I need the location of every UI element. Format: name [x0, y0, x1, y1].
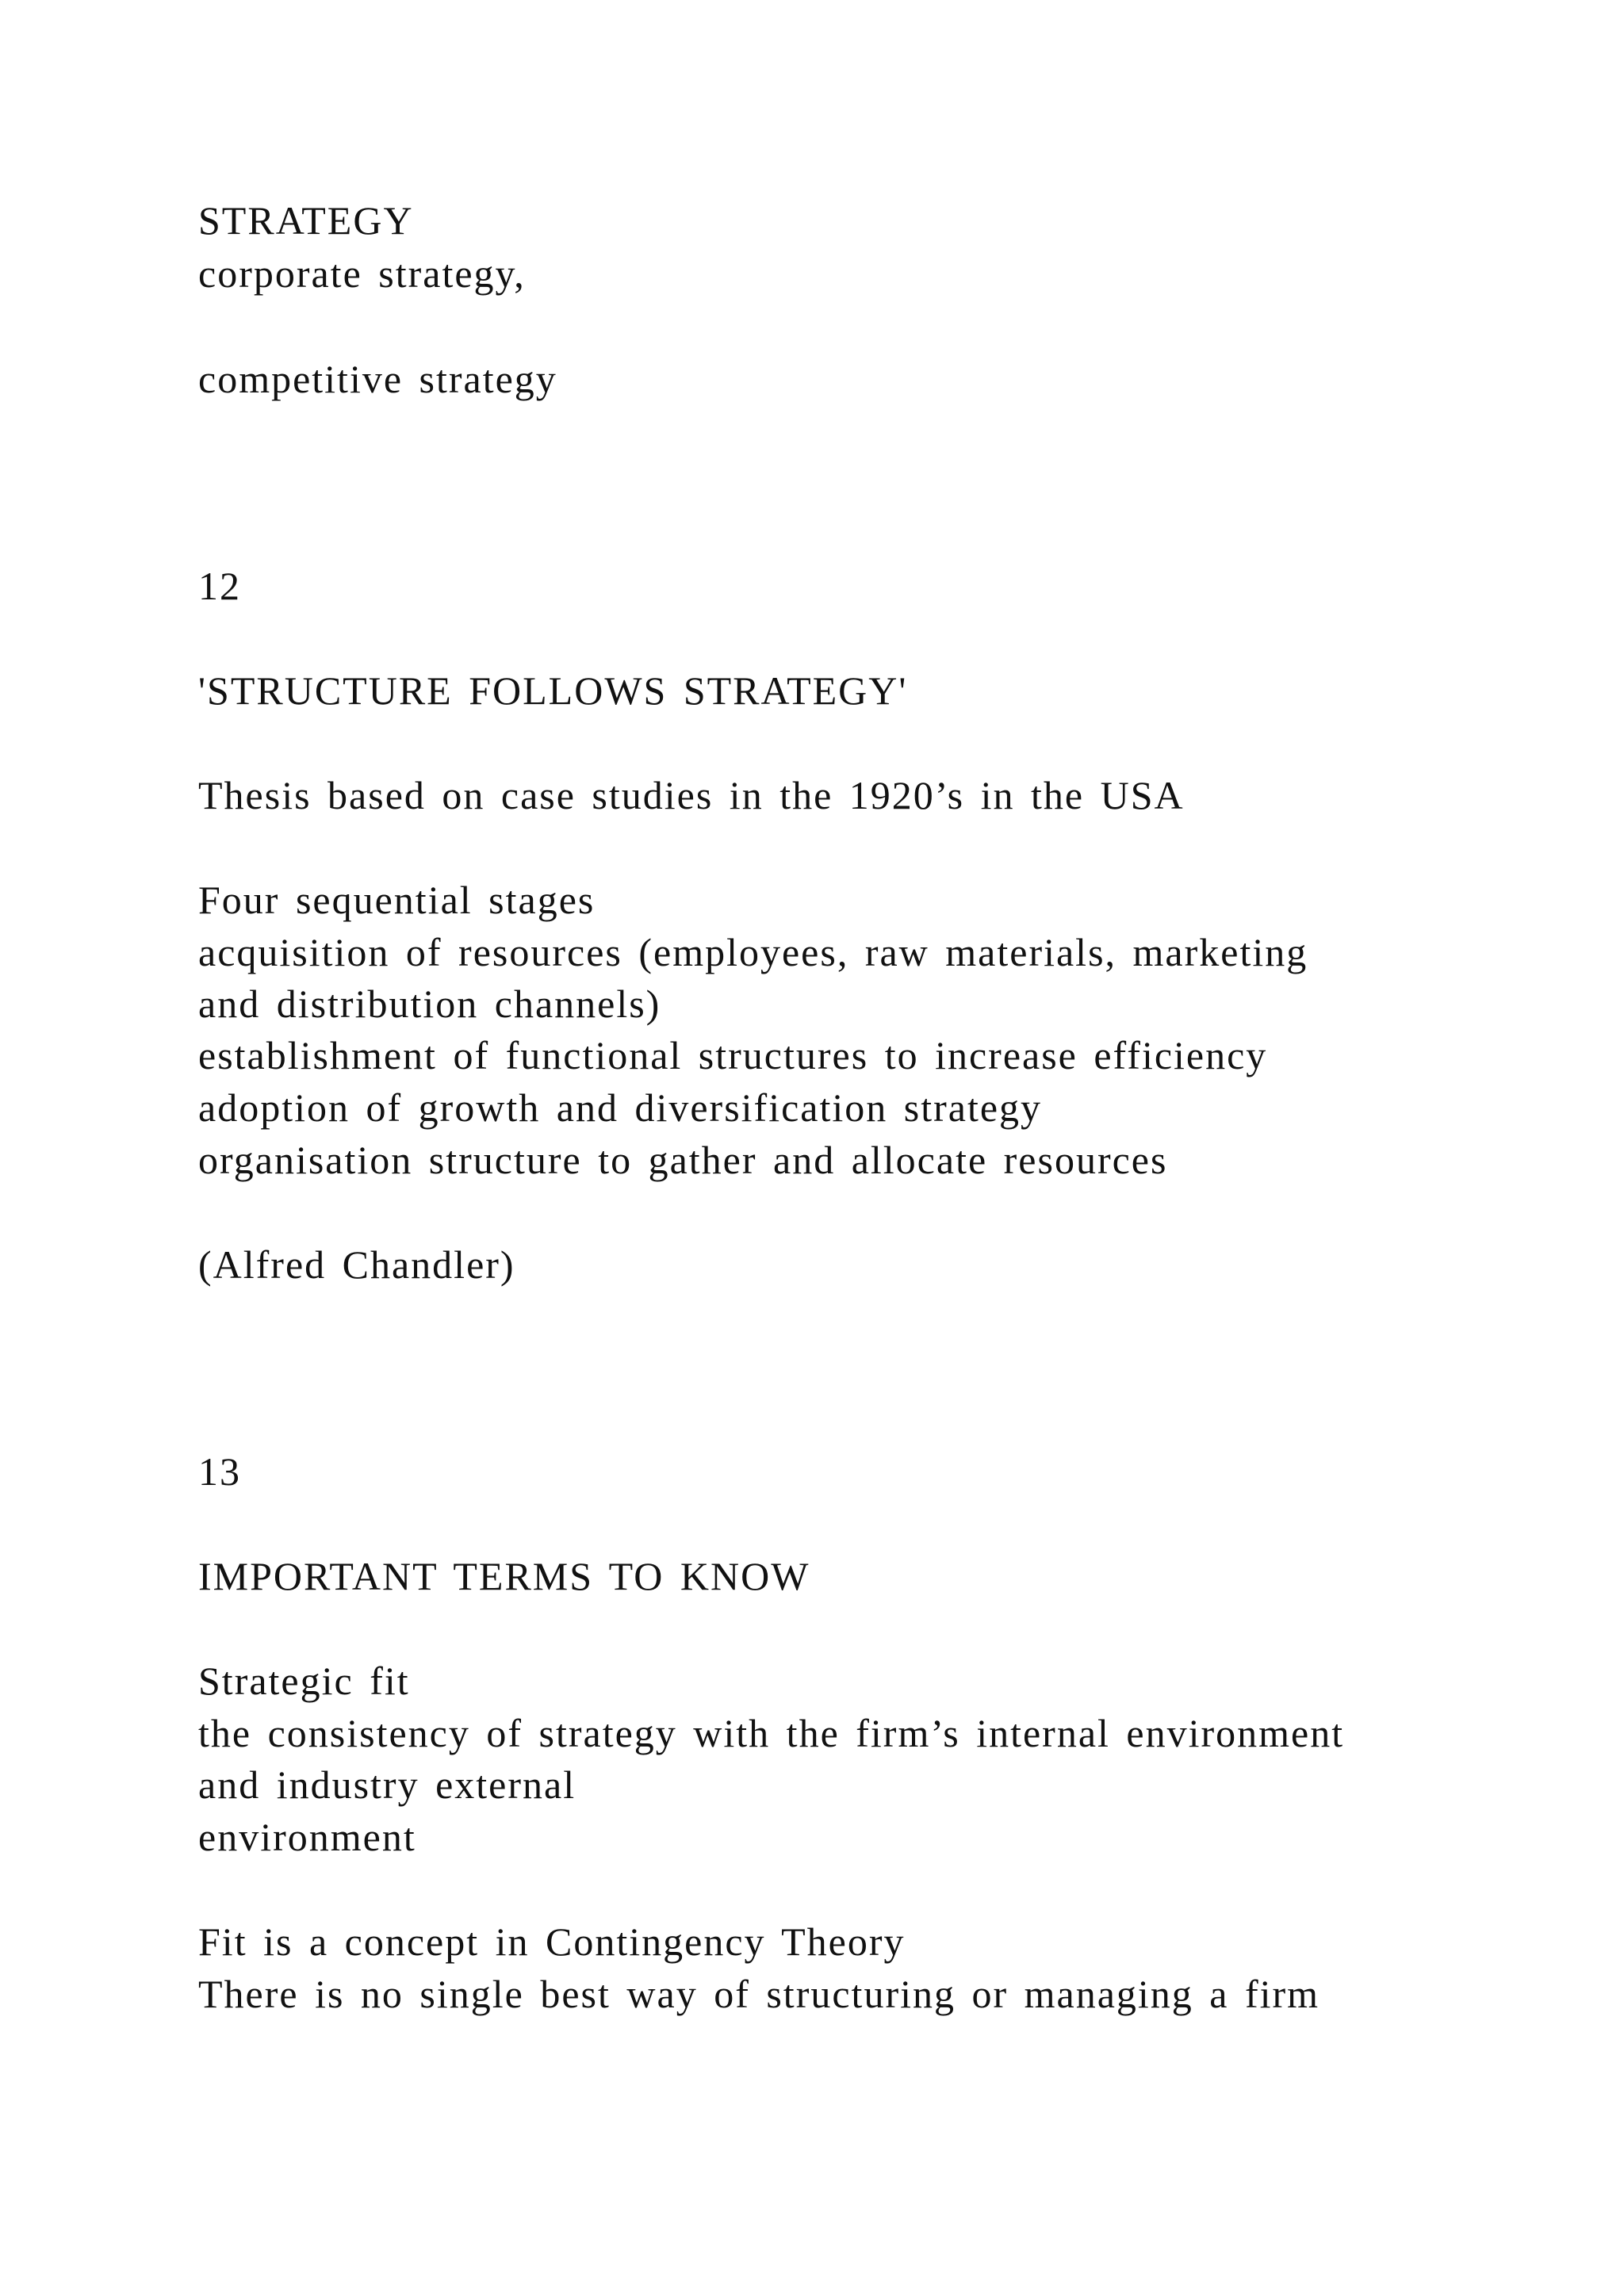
section-heading: IMPORTANT TERMS TO KNOW	[198, 1554, 810, 1598]
text-line: and industry external	[198, 1762, 576, 1807]
text-line: Strategic fit	[198, 1659, 410, 1703]
text-line: Four sequential stages	[198, 878, 596, 922]
text-line: Thesis based on case studies in the 1920’s in the USA	[198, 773, 1185, 817]
text-line: corporate strategy,	[198, 251, 526, 296]
text-line: organisation structure to gather and allocate resources	[198, 1138, 1168, 1182]
section-heading-strategy: STRATEGY	[198, 198, 414, 243]
attribution: (Alfred Chandler)	[198, 1242, 515, 1287]
text-line: Fit is a concept in Contingency Theory	[198, 1919, 906, 1964]
text-line: environment	[198, 1815, 416, 1859]
text-line: and distribution channels)	[198, 982, 661, 1026]
text-line: establishment of functional structures to increase efficiency	[198, 1033, 1268, 1077]
text-line: There is no single best way of structuring or managing a firm	[198, 1972, 1320, 2016]
slide-number: 13	[198, 1449, 241, 1494]
text-line: acquisition of resources (employees, raw materials, marketing	[198, 930, 1308, 974]
text-line: adoption of growth and diversification strategy	[198, 1085, 1043, 1130]
text-line: competitive strategy	[198, 357, 557, 401]
text-line: the consistency of strategy with the firm’s internal environment	[198, 1711, 1345, 1755]
section-heading: 'STRUCTURE FOLLOWS STRATEGY'	[198, 668, 908, 713]
slide-number: 12	[198, 564, 241, 608]
